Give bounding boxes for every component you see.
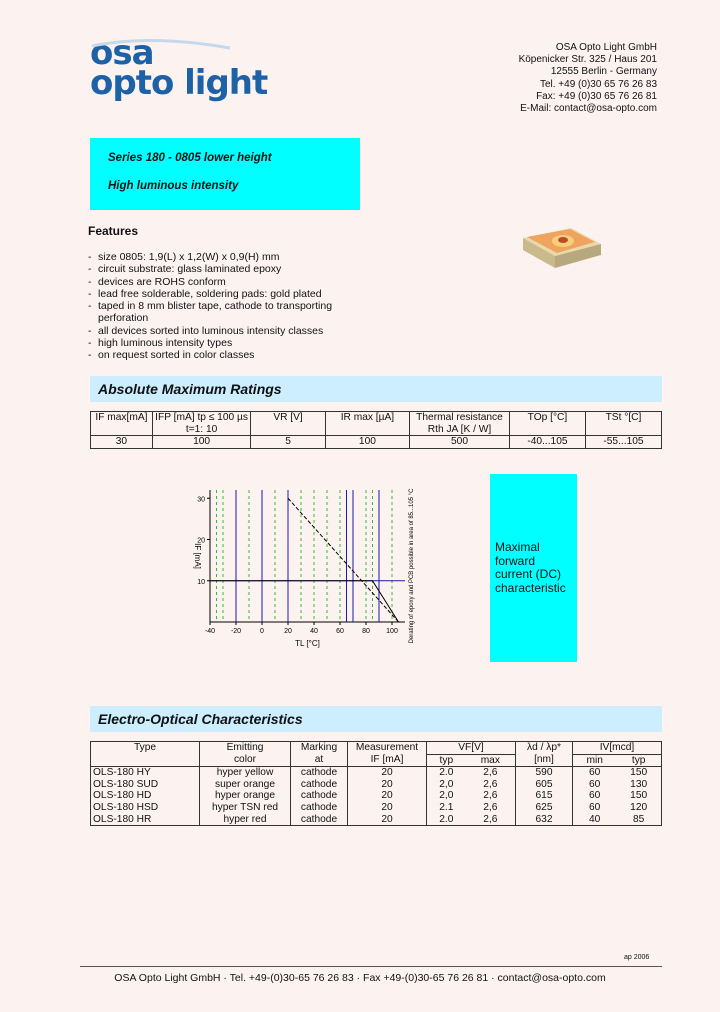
absolute-max-table: [90, 411, 662, 449]
table-header-cell: VF[V]: [427, 742, 516, 755]
table-cell: 150: [616, 767, 661, 779]
table-cell: 150: [616, 790, 661, 802]
features-list: [88, 251, 332, 362]
table-cell: 100: [152, 436, 250, 449]
table-cell: 2,0: [439, 790, 454, 802]
table-cell: OLS-180 SUD: [91, 779, 200, 791]
table-cell: -40...105: [509, 436, 585, 449]
section-bar-absolute-max: [90, 376, 662, 402]
table-cell: super orange: [200, 779, 291, 791]
list-item: - lead free solderable, soldering pads: gold plated: [88, 287, 322, 300]
table-header-cell: TSt °[C]: [585, 412, 661, 436]
feature-text: circuit substrate: glass laminated epoxy: [98, 263, 282, 276]
table-cell: 20: [348, 814, 427, 826]
x-tick-label: 40: [310, 628, 318, 635]
table-cell: OLS-180 HSD: [91, 802, 200, 814]
table-cell: 20: [348, 779, 427, 791]
footer-divider: [80, 966, 662, 967]
table-cell: 20: [348, 790, 427, 802]
table-cell: 120: [616, 802, 661, 814]
table-header-cell: Measurement: [348, 742, 427, 755]
logo-osa: osa: [90, 33, 154, 73]
x-tick-label: 80: [362, 628, 370, 635]
address-line: 12555 Berlin - Germany: [550, 66, 657, 78]
table-cell: -55...105: [585, 436, 661, 449]
table-header-cell: Emitting: [200, 742, 291, 755]
list-item: - high luminous intensity types: [88, 337, 233, 350]
table-header-row: [91, 742, 662, 755]
table-header-cell: min: [572, 754, 616, 767]
y-tick-label: 10: [197, 578, 205, 586]
table-header-cell: IFP [mA] tp ≤ 100 µs t=1: 10: [152, 412, 250, 436]
table-cell: 632: [515, 814, 572, 826]
table-cell: 130: [616, 779, 661, 791]
series-subtitle: High luminous intensity: [108, 180, 239, 192]
series-line: [210, 581, 399, 622]
table-cell: cathode: [291, 767, 348, 779]
section-title: Absolute Maximum Ratings: [98, 381, 282, 397]
y-axis-label: IF [mA]: [193, 543, 202, 569]
table-header-cell: λd / λp*: [515, 742, 572, 755]
address-line: Köpenicker Str. 325 / Haus 201: [518, 54, 657, 66]
table-row: [91, 767, 662, 779]
feature-text: size 0805: 1,9(L) x 1,2(W) x 0,9(H) mm: [98, 251, 280, 263]
table-cell: cathode: [291, 779, 348, 791]
table-cell: 2,6: [466, 814, 516, 826]
y-tick-label: 20: [197, 537, 205, 545]
table-cell: 500: [410, 436, 510, 449]
x-tick-label: 20: [284, 628, 292, 635]
table-header-row: [91, 412, 662, 436]
feature-text: all devices sorted into luminous intensity classes: [98, 324, 324, 337]
electro-optical-table: [90, 741, 662, 826]
table-cell: 60: [589, 778, 601, 790]
table-cell: 85: [616, 814, 661, 826]
table-cell: OLS-180 HR: [91, 814, 200, 826]
features-title: Features: [88, 224, 139, 238]
feature-text: perforation: [98, 312, 149, 325]
table-header-cell: typ: [427, 754, 466, 767]
series-title: Series 180 - 0805 lower height: [108, 152, 272, 164]
table-cell: OLS-180 HD: [91, 790, 200, 802]
table-cell: cathode: [291, 802, 348, 814]
list-item: - all devices sorted into luminous intensity classes: [88, 324, 324, 337]
list-item: - circuit substrate: glass laminated epoxy: [88, 263, 282, 276]
table-cell: 625: [515, 802, 572, 814]
led-product-image: [515, 222, 605, 272]
table-header-cell: color: [200, 754, 291, 767]
table-header-cell: Type: [91, 742, 200, 755]
list-item-continuation: [88, 312, 332, 324]
table-row: [91, 790, 662, 802]
feature-text: high luminous intensity types: [98, 337, 233, 350]
feature-text: on request sorted in color classes: [98, 349, 255, 362]
table-row: [91, 802, 662, 814]
table-header-cell: IF [mA]: [348, 754, 427, 767]
feature-text: taped in 8 mm blister tape, cathode to transporting: [98, 300, 333, 313]
address-email: E-Mail: contact@osa-opto.com: [520, 103, 657, 115]
feature-text: lead free solderable, soldering pads: gold plated: [98, 287, 322, 300]
table-cell: 2,6: [466, 767, 516, 779]
company-address: [519, 42, 657, 115]
table-cell: 2,6: [466, 802, 516, 814]
footer-contact: OSA Opto Light GmbH · Tel. +49-(0)30-65 76 26 83 · Fax +49-(0)30-65 76 26 81 · contact@osa-opto.com: [114, 972, 606, 984]
table-row: [91, 436, 662, 449]
table-header-cell: VR [V]: [251, 412, 326, 436]
table-header-cell: at: [291, 754, 348, 767]
section-title: Electro-Optical Characteristics: [98, 711, 303, 727]
table-cell: 100: [325, 436, 409, 449]
y-tick-label: 30: [197, 496, 205, 504]
list-item: - devices are ROHS conform: [88, 275, 226, 288]
table-cell: 2,6: [466, 790, 516, 802]
edition-note: ap 2006: [624, 954, 650, 961]
table-cell: 2.0: [427, 814, 466, 826]
x-tick-label: -40: [204, 628, 216, 635]
table-cell: 5: [251, 436, 326, 449]
section-bar-electro-optical: [90, 706, 662, 732]
chart-annotation: Derating of epoxy and PCB possible in area of 85...105 °C: [409, 488, 415, 644]
table-header-cell: max: [466, 754, 516, 767]
x-tick-label: 60: [336, 628, 344, 635]
table-cell: 2,6: [466, 779, 516, 791]
derating-line: [288, 498, 399, 622]
table-cell: 60: [589, 767, 601, 779]
table-header-cell: Marking: [291, 742, 348, 755]
table-row: [91, 779, 662, 791]
address-fax: Fax: +49 (0)30 65 76 26 81: [536, 90, 657, 102]
chart-caption-box: [490, 474, 577, 662]
table-row: [91, 814, 662, 826]
list-item: - on request sorted in color classes: [88, 349, 255, 362]
x-tick-label: 0: [260, 628, 264, 635]
address-phone: Tel. +49 (0)30 65 76 26 83: [539, 78, 657, 90]
table-cell: hyper TSN red: [200, 802, 291, 814]
table-header-cell: TOp [°C]: [509, 412, 585, 436]
table-header-row: [91, 754, 662, 767]
x-tick-label: 100: [386, 628, 398, 635]
list-item: - size 0805: 1,9(L) x 1,2(W) x 0,9(H) mm: [88, 251, 280, 263]
table-header-cell: [91, 754, 200, 767]
table-cell: 2.0: [439, 767, 454, 779]
table-cell: 2.1: [439, 801, 454, 813]
table-header-cell: Thermal resistance Rth JA [K / W]: [410, 412, 510, 436]
table-header-cell: IV[mcd]: [572, 742, 661, 755]
table-cell: 60: [589, 801, 601, 813]
list-item: - taped in 8 mm blister tape, cathode to transporting: [88, 300, 333, 313]
table-header-cell: typ: [616, 754, 661, 767]
table-cell: hyper red: [200, 814, 291, 826]
table-header-cell: IF max[mA]: [91, 412, 153, 436]
max-forward-current-chart: [190, 480, 430, 650]
x-axis-label: TL [°C]: [295, 639, 320, 648]
table-header-cell: [nm]: [515, 754, 572, 767]
logo-swoosh: [90, 33, 330, 106]
series-box: [90, 138, 360, 210]
table-cell: 30: [91, 436, 153, 449]
table-cell: hyper orange: [200, 790, 291, 802]
x-tick-label: -20: [230, 628, 242, 635]
table-cell: 40: [572, 814, 616, 826]
table-cell: 605: [515, 779, 572, 791]
table-cell: OLS-180 HY: [91, 767, 200, 779]
table-cell: 20: [348, 767, 427, 779]
table-cell: 60: [589, 790, 601, 802]
logo-opto-light: opto light: [90, 63, 268, 103]
table-header-cell: IR max [µA]: [325, 412, 409, 436]
feature-text: devices are ROHS conform: [98, 275, 226, 288]
table-cell: 615: [515, 790, 572, 802]
table-cell: cathode: [291, 814, 348, 826]
table-cell: 590: [515, 767, 572, 779]
chart-caption: Maximal forward current (DC) characteristic: [495, 540, 566, 595]
table-cell: hyper yellow: [200, 767, 291, 779]
table-cell: 2,0: [439, 778, 454, 790]
table-cell: 20: [348, 802, 427, 814]
address-line: OSA Opto Light GmbH: [555, 42, 657, 53]
table-cell: cathode: [291, 790, 348, 802]
